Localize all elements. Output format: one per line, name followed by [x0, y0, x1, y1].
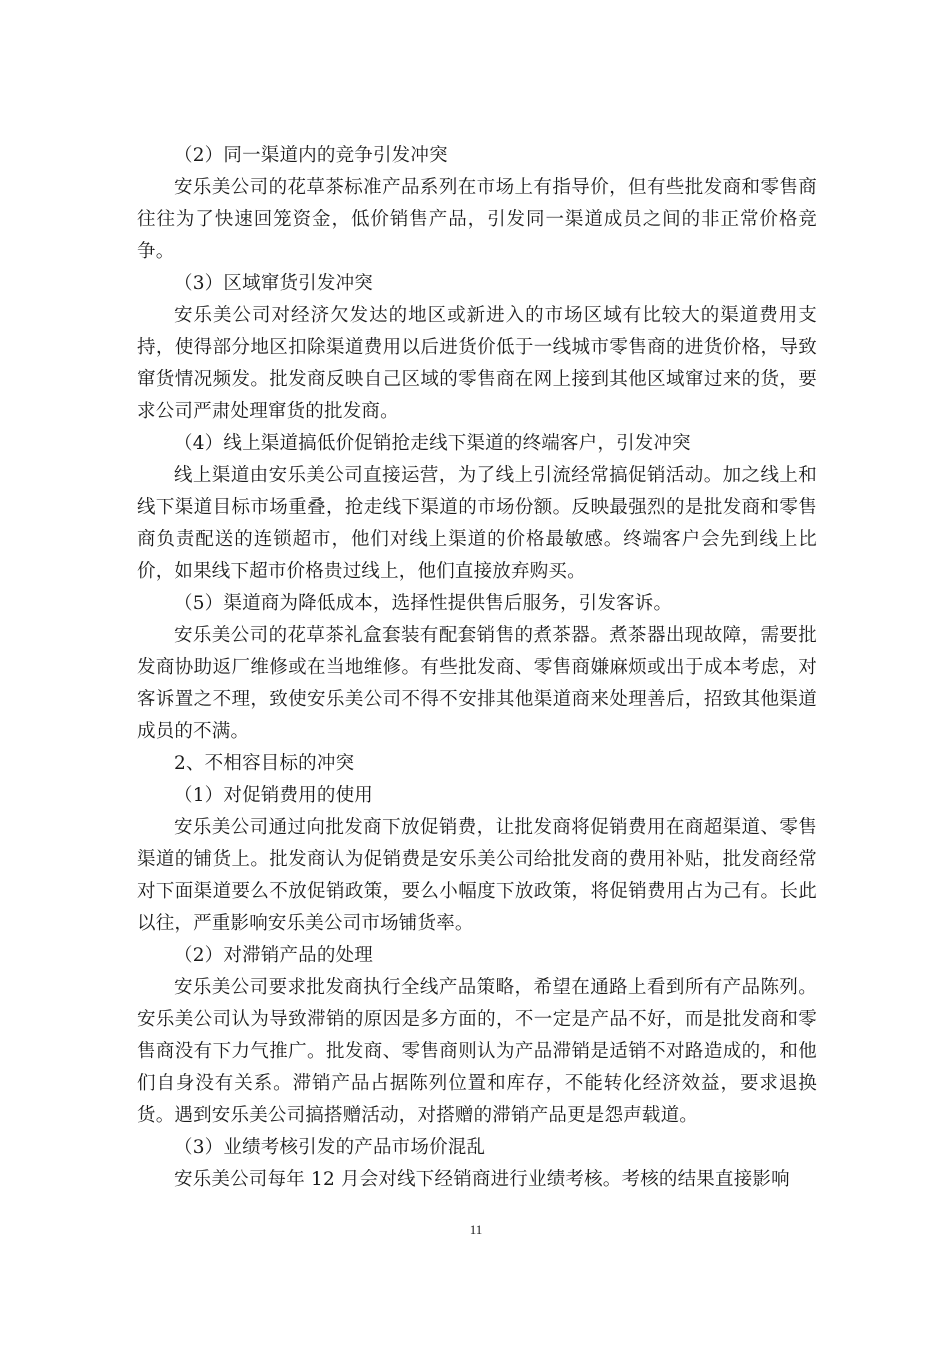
body-paragraph: 安乐美公司对经济欠发达的地区或新进入的市场区域有比较大的渠道费用支持，使得部分地区扣除渠道费用以后进货价低于一线城市零售商的进货价格，导致窜货情况频发。批发商反映自己区域的零售商在网上接到其他区域窜过来的货，要求公司严肃处理窜货的批发商。 [137, 305, 817, 422]
body-paragraph: 线上渠道由安乐美公司直接运营，为了线上引流经常搞促销活动。加之线上和线下渠道目标市场重叠，抢走线下渠道的市场份额。反映最强烈的是批发商和零售商负责配送的连锁超市，他们对线上渠道的价格最敏感。终端客户会先到线上比价，如果线下超市价格贵过线上，他们直接放弃购买。 [137, 465, 817, 582]
section-heading: （2）同一渠道内的竞争引发冲突 [174, 145, 448, 166]
section-heading: （3）区域窜货引发冲突 [174, 273, 373, 294]
section-heading: （2）对滞销产品的处理 [174, 945, 373, 966]
section-heading: （5）渠道商为降低成本，选择性提供售后服务，引发客诉。 [174, 593, 673, 614]
body-paragraph: 安乐美公司每年 12 月会对线下经销商进行业绩考核。考核的结果直接影响 [174, 1169, 790, 1190]
body-paragraph: 安乐美公司要求批发商执行全线产品策略，希望在通路上看到所有产品陈列。安乐美公司认为导致滞销的原因是多方面的，不一定是产品不好，而是批发商和零售商没有下力气推广。批发商、零售商则认为产品滞销是适销不对路造成的，和他们自身没有关系。滞销产品占据陈列位置和库存，不能转化经济效益，要求退换货。遇到安乐美公司搞搭赠活动，对搭赠的滞销产品更是怨声载道。 [137, 977, 817, 1126]
section-heading: （4）线上渠道搞低价促销抢走线下渠道的终端客户，引发冲突 [174, 433, 691, 454]
page-number: 11 [469, 1222, 483, 1237]
body-paragraph: 安乐美公司的花草茶礼盒套装有配套销售的煮茶器。煮茶器出现故障，需要批发商协助返厂维修或在当地维修。有些批发商、零售商嫌麻烦或出于成本考虑，对客诉置之不理，致使安乐美公司不得不安排其他渠道商来处理善后，招致其他渠道成员的不满。 [137, 625, 817, 742]
page-body [137, 140, 817, 1196]
body-paragraph: 安乐美公司通过向批发商下放促销费，让批发商将促销费用在商超渠道、零售渠道的铺货上。批发商认为促销费是安乐美公司给批发商的费用补贴，批发商经常对下面渠道要么不放促销政策，要么小幅度下放政策，将促销费用占为己有。长此以往，严重影响安乐美公司市场铺货率。 [137, 817, 817, 934]
body-paragraph: 安乐美公司的花草茶标准产品系列在市场上有指导价，但有些批发商和零售商往往为了快速回笼资金，低价销售产品，引发同一渠道成员之间的非正常价格竞争。 [137, 177, 817, 262]
section-heading: （1）对促销费用的使用 [174, 785, 373, 806]
section-heading: 2、不相容目标的冲突 [174, 753, 355, 774]
section-heading: （3）业绩考核引发的产品市场价混乱 [174, 1137, 486, 1158]
